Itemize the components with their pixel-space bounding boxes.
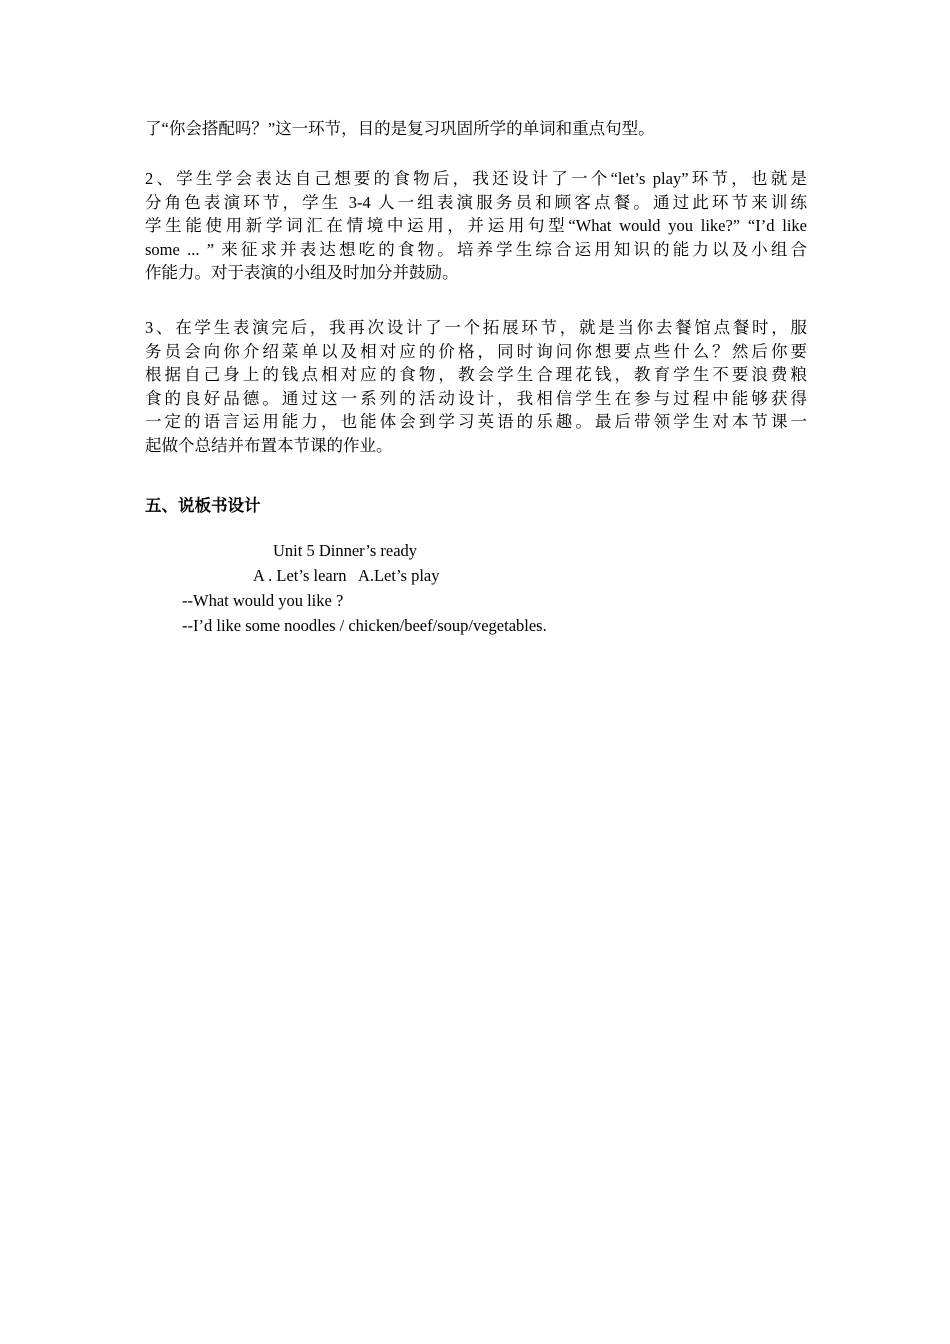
text-line: 根据自己身上的钱点相对应的食物，教会学生合理花钱，教育学生不要浪费粮 xyxy=(145,365,807,384)
paragraph-intro-continuation xyxy=(145,117,807,141)
text-line: 分角色表演环节，学生 3-4 人一组表演服务员和顾客点餐。通过此环节来训练 xyxy=(145,192,807,212)
text-line: 食的良好品德。通过这一系列的活动设计，我相信学生在参与过程中能够获得 xyxy=(145,388,807,408)
board-question: --What would you like ? xyxy=(182,591,344,610)
text-line: 务员会向你介绍菜单以及相对应的价格，同时询问你想要点些什么？然后你要 xyxy=(145,341,807,361)
section-heading: 五、说板书设计 xyxy=(145,496,261,515)
paragraph-extension xyxy=(145,316,807,457)
text-line: 起做个总结并布置本节课的作业。 xyxy=(145,435,393,455)
text-line: 学生能使用新学词汇在情境中运用，并运用句型“What would you like?” “I’d like xyxy=(145,216,807,235)
board-subtitle: A . Let’s learn A.Let’s play xyxy=(253,566,440,585)
text-line: 2、学生学会表达自己想要的食物后，我还设计了一个“let’s play”环节，也就是 xyxy=(145,169,807,188)
board-answer: --I’d like some noodles / chicken/beef/soup/vegetables. xyxy=(182,616,547,635)
text-line: 一定的语言运用能力，也能体会到学习英语的乐趣。最后带领学生对本节课一 xyxy=(145,412,807,431)
text-line: 作能力。对于表演的小组及时加分并鼓励。 xyxy=(145,263,459,282)
text-line: some ... ” 来征求并表达想吃的食物。培养学生综合运用知识的能力以及小组合 xyxy=(145,239,807,259)
board-title: Unit 5 Dinner’s ready xyxy=(273,541,418,560)
text-line: 了“你会搭配吗？”这一环节，目的是复习巩固所学的单词和重点句型。 xyxy=(145,119,655,138)
paragraph-lets-play xyxy=(145,167,807,285)
text-line: 3、在学生表演完后，我再次设计了一个拓展环节，就是当你去餐馆点餐时，服 xyxy=(145,318,807,337)
